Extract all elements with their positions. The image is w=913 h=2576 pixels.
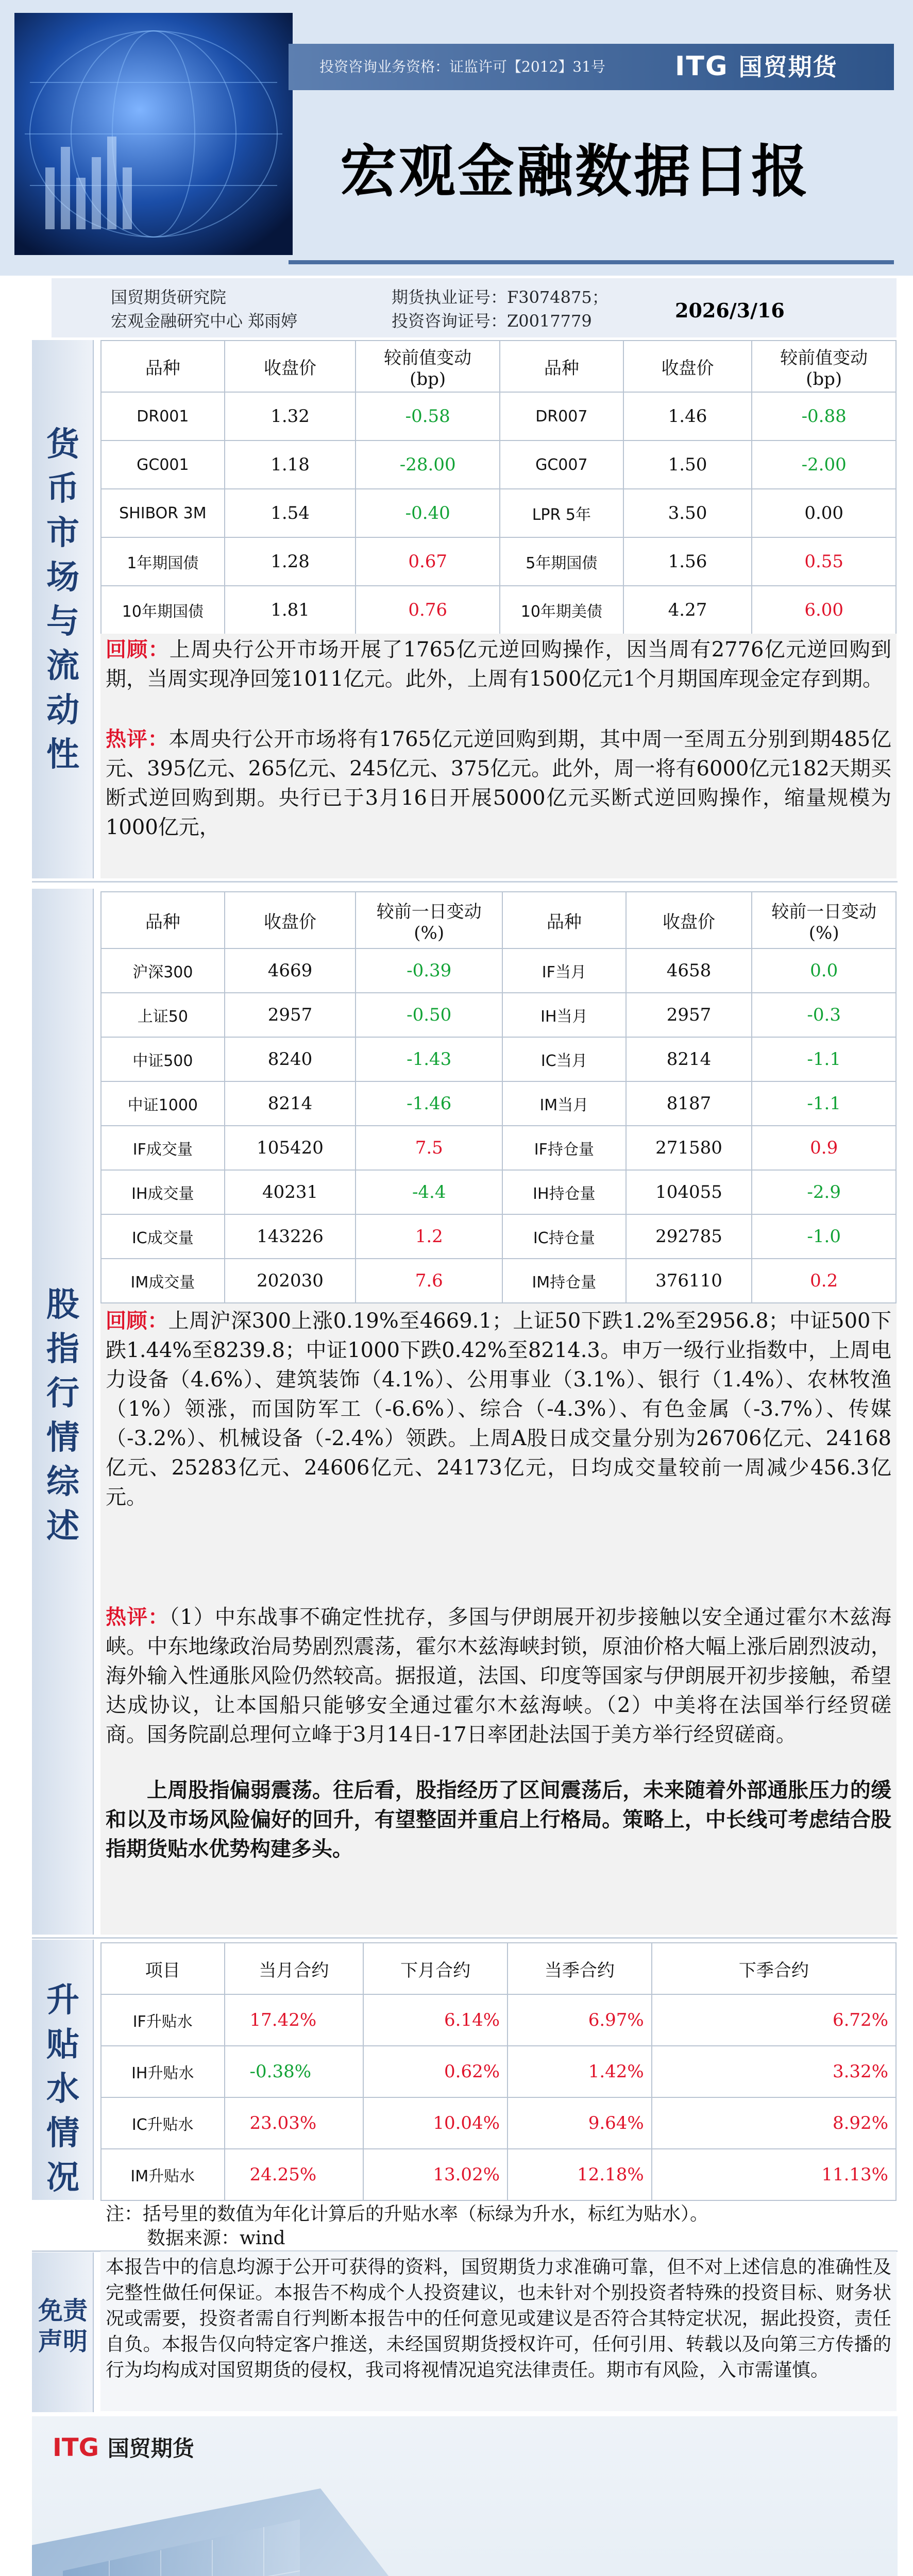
col-header: 收盘价 <box>225 892 356 948</box>
report-header <box>0 0 913 276</box>
logo-cn: 国贸期货 <box>738 53 838 81</box>
section-label-money <box>32 422 94 777</box>
col-header: 下月合约 <box>363 1943 508 1994</box>
cell: IH升贴水 <box>101 2046 225 2097</box>
cell: -1.46 <box>356 1081 502 1126</box>
cell: IF成交量 <box>101 1126 225 1170</box>
cell: 8.92% <box>652 2097 896 2149</box>
cell: IH当月 <box>502 993 626 1037</box>
cell: 104055 <box>626 1170 752 1214</box>
cell: -0.58 <box>356 392 500 440</box>
cell: 8240 <box>225 1037 356 1081</box>
cell: IH持仓量 <box>502 1170 626 1214</box>
cell: DR007 <box>500 392 623 440</box>
section-label-stock <box>32 1283 94 1549</box>
stock-label-text: 股指行情综述 <box>46 1286 79 1546</box>
cell: LPR 5年 <box>500 489 623 537</box>
cell: 0.00 <box>752 489 896 537</box>
col-header: 品种 <box>500 341 623 392</box>
cell: 1.54 <box>225 489 356 537</box>
col-header: 下季合约 <box>652 1943 896 1994</box>
cell: 4658 <box>626 948 752 993</box>
cell: 24.25% <box>225 2149 364 2200</box>
disclaimer-label-text: 免责声明 <box>38 2296 88 2356</box>
cell: 11.13% <box>652 2149 896 2200</box>
table-row <box>101 1037 896 1081</box>
col-header: 品种 <box>101 341 225 392</box>
cell: 8214 <box>626 1037 752 1081</box>
header-divider <box>289 260 894 264</box>
cell: 105420 <box>225 1126 356 1170</box>
cell: 12.18% <box>508 2149 652 2200</box>
cell: IF当月 <box>502 948 626 993</box>
cell: 0.76 <box>356 586 500 634</box>
hot-tag: 热评： <box>106 1605 170 1629</box>
cell: 5年期国债 <box>500 537 623 586</box>
cell: 6.14% <box>363 1994 508 2046</box>
cell: IM升贴水 <box>101 2149 225 2200</box>
cell: 292785 <box>626 1214 752 1259</box>
col-header: 较前值变动 (bp) <box>356 341 500 392</box>
cell: 1.42% <box>508 2046 652 2097</box>
cell: 271580 <box>626 1126 752 1170</box>
cell: 6.97% <box>508 1994 652 2046</box>
cell: 沪深300 <box>101 948 225 993</box>
cell: -2.9 <box>752 1170 896 1214</box>
review-tag: 回顾： <box>106 637 170 662</box>
cell: 202030 <box>225 1259 356 1303</box>
cell: 1.46 <box>623 392 752 440</box>
cell: 6.00 <box>752 586 896 634</box>
table-row <box>101 2097 896 2149</box>
hot-tag: 热评： <box>106 727 169 751</box>
table-row <box>101 1214 896 1259</box>
table-row <box>101 392 896 440</box>
stock-review-text: 上周沪深300上涨0.19%至4669.1；上证50下跌1.2%至2956.8；中证500下跌1.44%至8239.8；中证1000下跌0.42%至8214.3。申万一级行业指数中，上周电力设备（4.6%）、建筑装饰（4.1%）、公用事业（3.1%）、银行（1.4%）、农林牧渔（1%）领涨，而国防军工（-6.6%）、综合（-4.3%）、有色金属（-3.7%）、传媒（-3.2%）、机械设备（-2.4%）领跌。上周A股日成交量分别为26706亿元、24168亿元、25283亿元、24606亿元、24173亿元，日均成交量较前一周减少456.3亿元。 <box>106 1309 891 1509</box>
col-header: 收盘价 <box>626 892 752 948</box>
cell: 1.2 <box>356 1214 502 1259</box>
col-header: 品种 <box>502 892 626 948</box>
cell: 1.18 <box>225 440 356 489</box>
cell: -28.00 <box>356 440 500 489</box>
report-date: 2026/3/16 <box>675 299 785 322</box>
cell: 4.27 <box>623 586 752 634</box>
table-row <box>101 489 896 537</box>
money-label-text: 货币市场与流动性 <box>46 426 79 774</box>
cell: 上证50 <box>101 993 225 1037</box>
money-hot-text: 本周央行公开市场将有1765亿元逆回购到期，其中周一至周五分别到期485亿元、395亿元、265亿元、245亿元、375亿元。此外，周一将有6000亿元182天期买断式逆回购到期。央行已于3月16日开展5000亿元买断式逆回购操作，缩量规模为1000亿元， <box>106 727 891 839</box>
disclaimer-text: 本报告中的信息均源于公开可获得的资料，国贸期货力求准确可靠，但不对上述信息的准确性及完整性做任何保证。本报告不构成个人投资建议，也未针对个别投资者特殊的投资目标、财务状况或需要，投资者需自行判断本报告中的任何意见或建议是否符合其特定状况，据此投资，责任自负。本报告仅向特定客户推送，未经国贸期货授权许可，任何引用、转载以及向第三方传播的行为均构成对国贸期货的侵权，我司将视情况追究法律责任。期市有风险，入市需谨慎。 <box>106 2257 891 2381</box>
cell: 10年期美债 <box>500 586 623 634</box>
cell: IM持仓量 <box>502 1259 626 1303</box>
cell: -1.43 <box>356 1037 502 1081</box>
cell: -0.39 <box>356 948 502 993</box>
cell: GC001 <box>101 440 225 489</box>
cell: -0.88 <box>752 392 896 440</box>
cell: -0.3 <box>752 993 896 1037</box>
stock-review-paragraph <box>106 1306 891 1512</box>
money-market-table <box>100 340 897 635</box>
cell: -0.38% <box>225 2046 364 2097</box>
cell: GC007 <box>500 440 623 489</box>
money-review-text: 上周央行公开市场开展了1765亿元逆回购操作，因当周有2776亿元逆回购到期，当周实现净回笼1011亿元。此外，上周有1500亿元1个月期国库现金定存到期。 <box>106 638 892 691</box>
table-row <box>101 2046 896 2097</box>
cell: 中证1000 <box>101 1081 225 1126</box>
logo-latin: ITG <box>675 51 729 82</box>
table-row <box>101 1081 896 1126</box>
cell: -2.00 <box>752 440 896 489</box>
stock-summary-paragraph: 上周股指偏弱震荡。往后看，股指经历了区间震荡后，未来随着外部通胀压力的缓和以及市场风险偏好的回升，有望整固并重启上行格局。策略上，中长线可考虑结合股指期货贴水优势构建多头。 <box>106 1778 891 1861</box>
section-label-basis <box>32 1978 94 2200</box>
futures-license: 期货执业证号：F3074875； <box>392 287 608 307</box>
cell: 1.56 <box>623 537 752 586</box>
col-header: 当季合约 <box>508 1943 652 1994</box>
table-row <box>101 586 896 634</box>
table-row <box>101 1126 896 1170</box>
cell: IH成交量 <box>101 1170 225 1214</box>
cell: 0.62% <box>363 2046 508 2097</box>
advisory-license: 投资咨询证号：Z0017779 <box>392 311 592 331</box>
cell: 0.67 <box>356 537 500 586</box>
table-row <box>101 1994 896 2046</box>
table-row <box>101 440 896 489</box>
cell: 143226 <box>225 1214 356 1259</box>
table-row <box>101 2149 896 2200</box>
col-header: 收盘价 <box>623 341 752 392</box>
cell: -4.4 <box>356 1170 502 1214</box>
cell: 0.0 <box>752 948 896 993</box>
table-row <box>101 948 896 993</box>
cell: 3.50 <box>623 489 752 537</box>
cell: 10.04% <box>363 2097 508 2149</box>
cell: 1.32 <box>225 392 356 440</box>
cell: -0.50 <box>356 993 502 1037</box>
basis-table <box>100 1942 897 2201</box>
cell: IC升贴水 <box>101 2097 225 2149</box>
header-globe-image <box>14 13 293 255</box>
qualification-text: 投资咨询业务资格：证监许可【2012】31号 <box>319 58 605 75</box>
cell: 8187 <box>626 1081 752 1126</box>
banner-logo <box>53 2432 194 2463</box>
cell: 1.81 <box>225 586 356 634</box>
report-title: 宏观金融数据日报 <box>340 138 810 205</box>
cell: 0.2 <box>752 1259 896 1303</box>
cell: SHIBOR 3M <box>101 489 225 537</box>
basis-label-text: 升贴水情况 <box>46 1981 79 2197</box>
company-banner <box>32 2416 898 2576</box>
table-row <box>101 1170 896 1214</box>
table-row <box>101 993 896 1037</box>
stock-hot-paragraph <box>106 1602 891 1750</box>
cell: 1.28 <box>225 537 356 586</box>
analyst-name: 宏观金融研究中心 郑雨婷 <box>111 311 298 331</box>
cell: 10年期国债 <box>101 586 225 634</box>
money-review-paragraph <box>106 635 891 694</box>
col-header: 当月合约 <box>225 1943 364 1994</box>
cell: 中证500 <box>101 1037 225 1081</box>
basis-note: 注：括号里的数值为年化计算后的升贴水率（标绿为升水，标红为贴水）。 <box>106 2204 709 2225</box>
col-header: 较前一日变动 (%) <box>752 892 896 948</box>
col-header: 较前值变动 (bp) <box>752 341 896 392</box>
col-header: 收盘价 <box>225 341 356 392</box>
cell: 40231 <box>225 1170 356 1214</box>
cell: 376110 <box>626 1259 752 1303</box>
col-header: 品种 <box>101 892 225 948</box>
cell: 13.02% <box>363 2149 508 2200</box>
cell: 1年期国债 <box>101 537 225 586</box>
col-header: 项目 <box>101 1943 225 1994</box>
org-name: 国贸期货研究院 <box>111 287 227 307</box>
cell: -1.1 <box>752 1037 896 1081</box>
review-tag: 回顾： <box>106 1309 168 1333</box>
cell: DR001 <box>101 392 225 440</box>
cell: 6.72% <box>652 1994 896 2046</box>
cell: IM当月 <box>502 1081 626 1126</box>
itg-logo <box>675 48 838 82</box>
cell: 9.64% <box>508 2097 652 2149</box>
cell: IF持仓量 <box>502 1126 626 1170</box>
section-divider <box>32 1937 898 1939</box>
cell: 3.32% <box>652 2046 896 2097</box>
cell: 0.9 <box>752 1126 896 1170</box>
section-divider <box>32 881 898 883</box>
cell: 0.55 <box>752 537 896 586</box>
cell: IC持仓量 <box>502 1214 626 1259</box>
cell: 4669 <box>225 948 356 993</box>
cell: IC当月 <box>502 1037 626 1081</box>
money-hot-paragraph <box>106 724 891 842</box>
cell: 23.03% <box>225 2097 364 2149</box>
table-header-row <box>101 341 896 392</box>
cell: 2957 <box>626 993 752 1037</box>
cell: IC成交量 <box>101 1214 225 1259</box>
cell: IM成交量 <box>101 1259 225 1303</box>
cell: -0.40 <box>356 489 500 537</box>
section-label-disclaimer <box>32 2295 94 2357</box>
cell: 7.5 <box>356 1126 502 1170</box>
table-row <box>101 537 896 586</box>
cell: IF升贴水 <box>101 1994 225 2046</box>
cell: 1.50 <box>623 440 752 489</box>
cell: 8214 <box>225 1081 356 1126</box>
table-row <box>101 1259 896 1303</box>
cell: 2957 <box>225 993 356 1037</box>
table-header-row <box>101 1943 896 1994</box>
cell: -1.1 <box>752 1081 896 1126</box>
cell: 17.42% <box>225 1994 364 2046</box>
banner-logo-cn: 国贸期货 <box>107 2436 194 2461</box>
stock-index-table <box>100 891 897 1303</box>
stock-hot-text: （1）中东战事不确定性扰存，多国与伊朗展开初步接触以安全通过霍尔木兹海峡。中东地缘政治局势剧烈震荡，霍尔木兹海峡封锁，原油价格大幅上涨后剧烈波动，海外输入性通胀风险仍然较高。据报道，法国、印度等国家与伊朗展开初步接触，希望达成协议，让本国船只能够安全通过霍尔木兹海峡。（2）中美将在法国举行经贸磋商。国务院副总理何立峰于3月14日-17日率团赴法国于美方举行经贸磋商。 <box>106 1605 892 1747</box>
table-header-row <box>101 892 896 948</box>
cell: -1.0 <box>752 1214 896 1259</box>
data-source: 数据来源：wind <box>147 2228 285 2249</box>
banner-logo-latin: ITG <box>53 2433 99 2462</box>
col-header: 较前一日变动 (%) <box>356 892 502 948</box>
cell: 7.6 <box>356 1259 502 1303</box>
